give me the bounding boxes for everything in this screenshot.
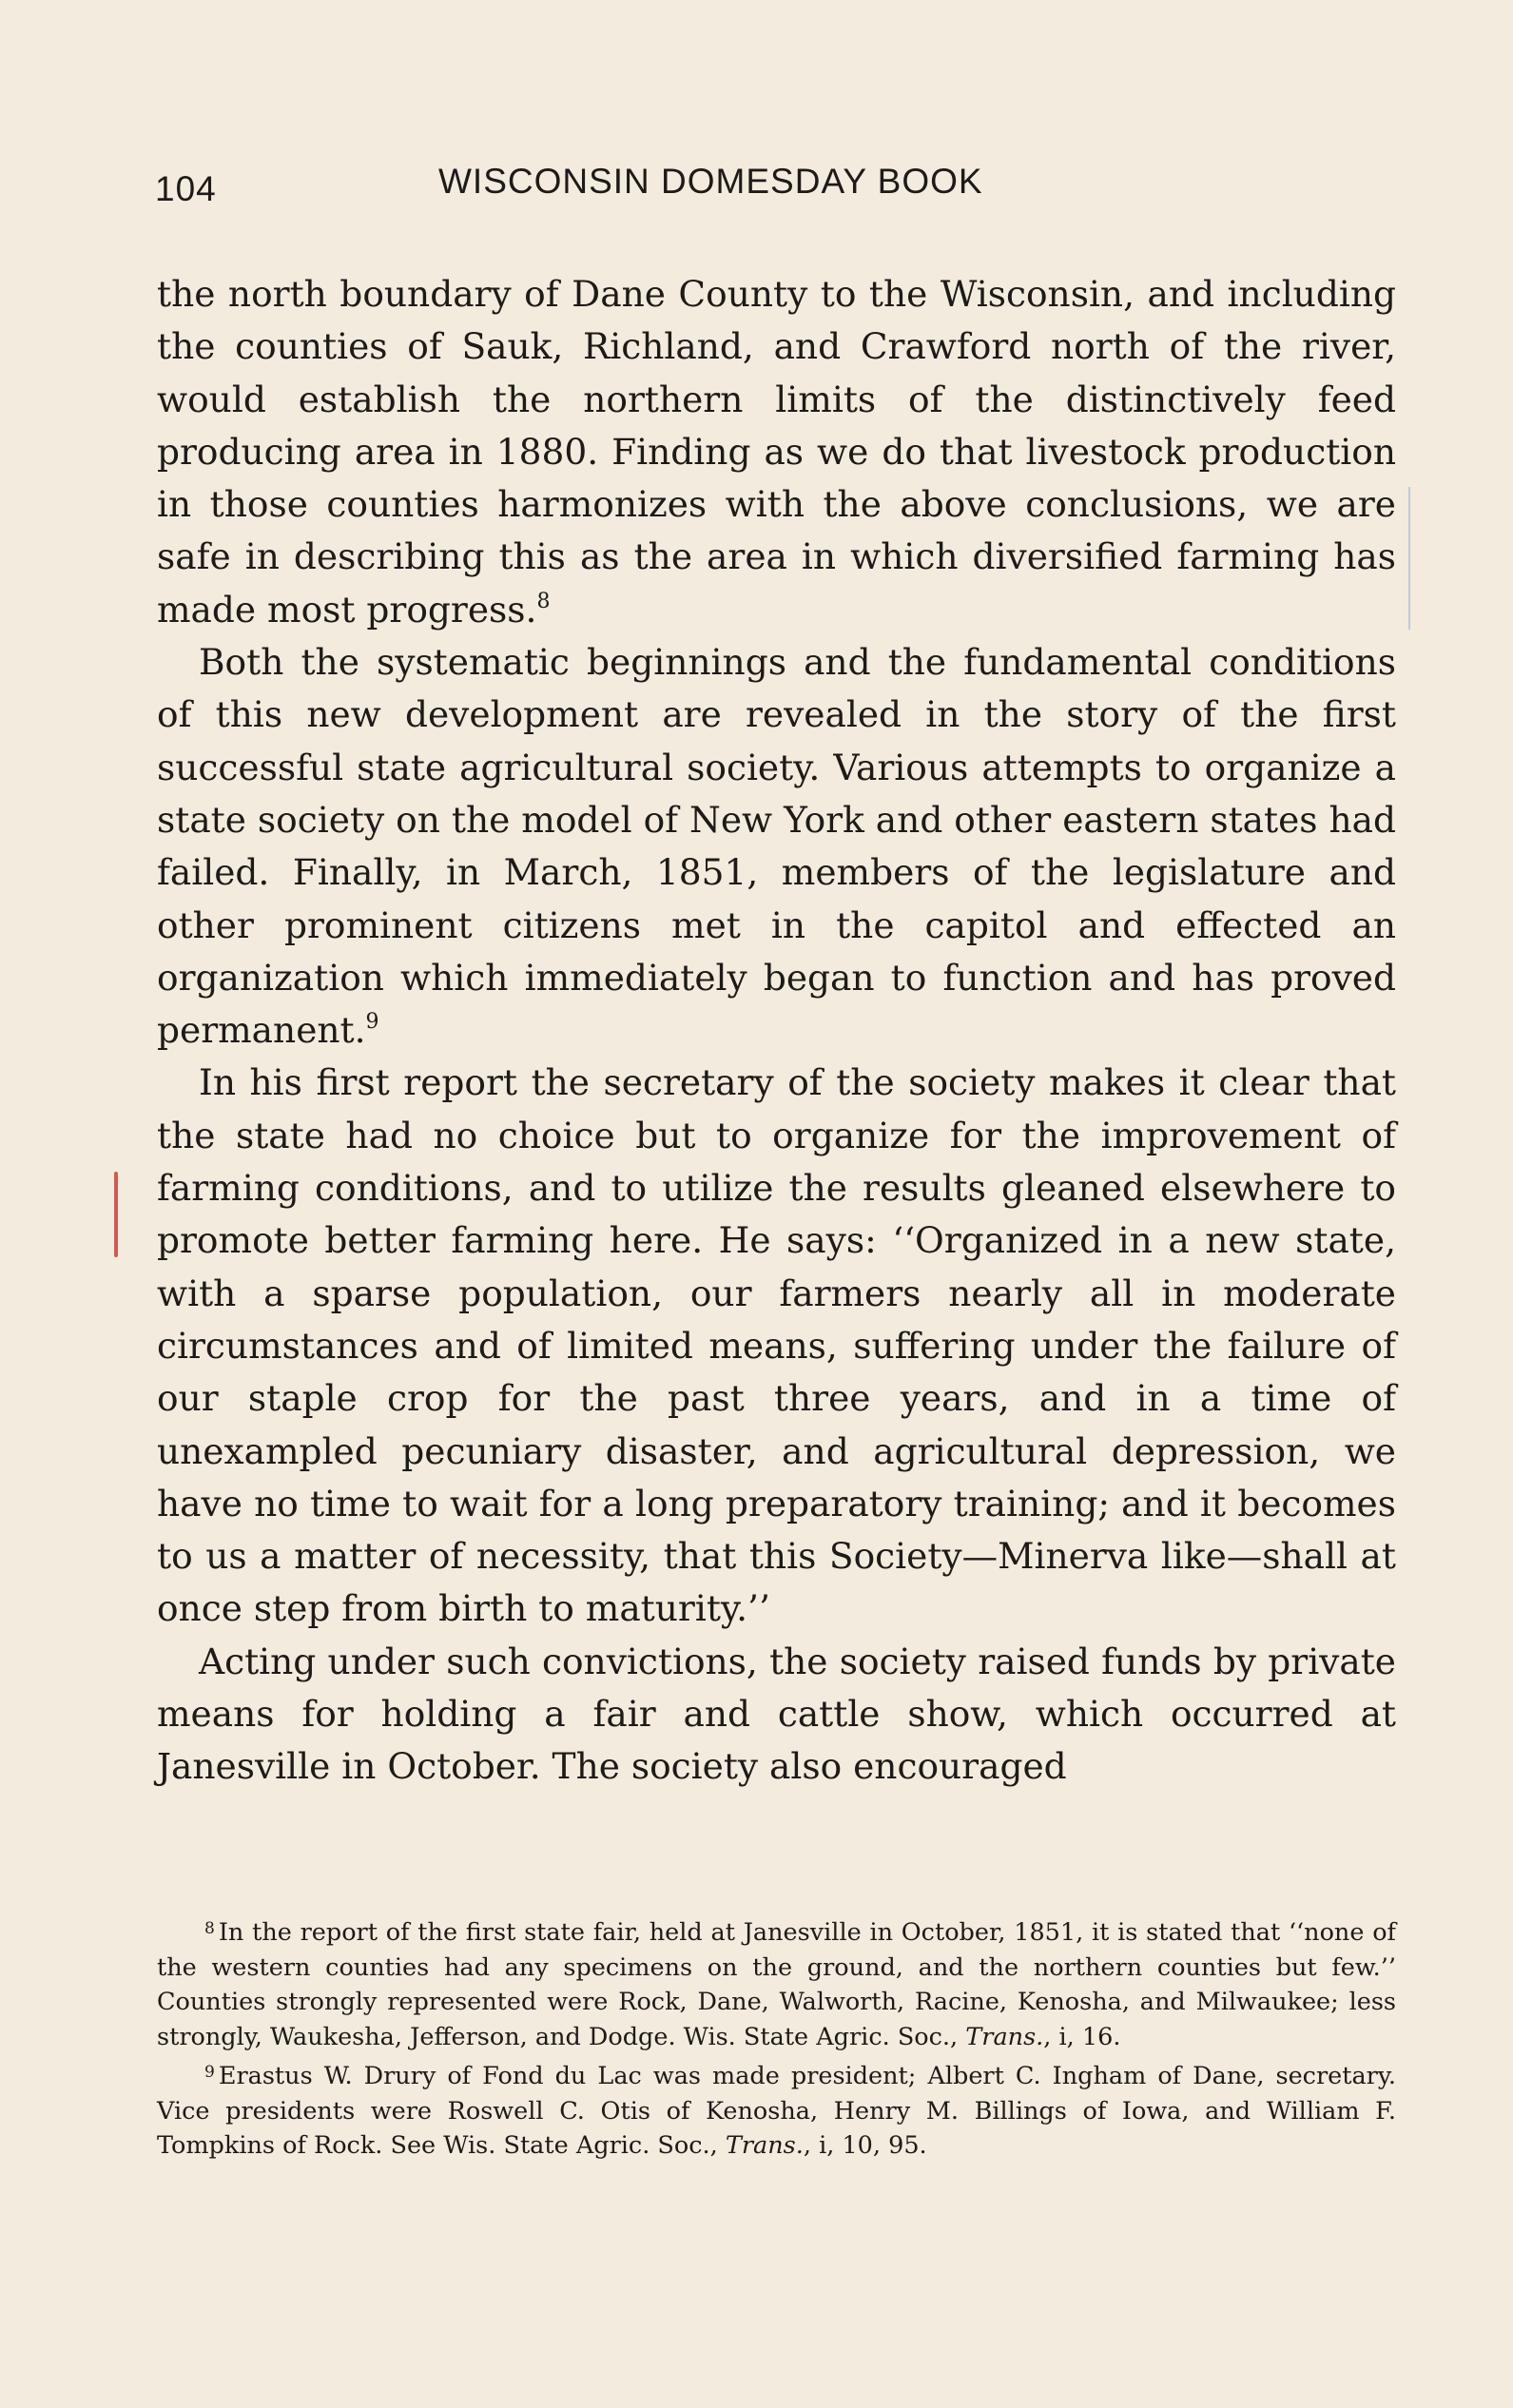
paragraph-3 (157, 1057, 1396, 1635)
footnote-8-text: In the report of the first state fair, held at Janesville in October, 1851, it is stated that ‘‘none of the western counties had any specimens on the ground, and the northern counties but few.’’ Counties strongly represented were Rock, Dane, Walworth, Racine, Kenosha, and Milwaukee; less strongly, Waukesha, Jefferson, and Dodge. Wis. State Agric. Soc., (157, 1918, 1396, 2052)
paragraph-2-text: Both the systematic beginnings and the fundamental conditions of this new development are revealed in the story of the first successful state agricultural society. Various attempts to organize a state society on the model of New York and other eastern states had failed. Finally, in March, 1851, members of the legislature and other prominent citizens met in the capitol and effected an organization which immediately began to function and has proved permanent. (157, 641, 1396, 1052)
footnote-mark-8: 8 (204, 1919, 215, 1938)
page-number: 104 (155, 169, 217, 208)
footnotes (157, 1912, 1396, 2164)
margin-line-mark (1408, 487, 1410, 630)
paragraph-3-text: In his first report the secretary of the society makes it clear that the state had no choice but to organize for the improvement of farming conditions, and to utilize the results gleaned elsewhere to promote better farming here. He says: ‘‘Organized in a new state, with a sparse population, our farmers nearly all in moderate circumstances and of limited means, suffering under the failure of our staple crop for the past three years, and in a time of unexampled pecuniary disaster, and agricultural depression, we have no time to wait for a long preparatory training; and it becomes to us a matter of necessity, that this Society—Minerva like—shall at once step from birth to maturity.’’ (157, 1061, 1396, 1630)
footnote-9-italic: Trans. (725, 2131, 804, 2161)
running-title: WISCONSIN DOMESDAY BOOK (438, 162, 983, 201)
paragraph-2 (157, 636, 1396, 1057)
body-text (157, 268, 1396, 1794)
footnote-ref-9: 9 (365, 1010, 379, 1035)
footnote-ref-8: 8 (536, 589, 551, 613)
paragraph-4-text: Acting under such convictions, the society raised funds by private means for holding a fair and cattle show, which occurred at Janesville in October. The society also encouraged (157, 1640, 1396, 1788)
footnote-8-italic: Trans. (965, 2023, 1044, 2052)
margin-pencil-mark (114, 1172, 118, 1257)
footnote-mark-9: 9 (204, 2062, 215, 2082)
footnote-8 (157, 1912, 1396, 2055)
footnote-9-tail: , i, 10, 95. (803, 2131, 927, 2161)
footnote-9 (157, 2055, 1396, 2164)
paragraph-4 (157, 1636, 1396, 1794)
running-head (155, 162, 1401, 219)
footnote-8-tail: , i, 16. (1043, 2023, 1121, 2052)
paragraph-1 (157, 268, 1396, 636)
paragraph-1-text: the north boundary of Dane County to the Wisconsin, and including the counties of Sauk, Richland, and Crawford north of the river, would establish the northern limits of the distinctively feed producing area in 1880. Finding as we do that livestock production in those counties harmonizes with the above conclusions, we are safe in describing this as the area in which diversified farming has made most progress. (157, 273, 1396, 631)
footnote-9-text: Erastus W. Drury of Fond du Lac was made president; Albert C. Ingham of Dane, secretary. Vice presidents were Roswell C. Otis of Kenosha, Henry M. Billings of Iowa, and William F. Tompkins of Rock. See Wis. State Agric. Soc., (157, 2061, 1396, 2161)
